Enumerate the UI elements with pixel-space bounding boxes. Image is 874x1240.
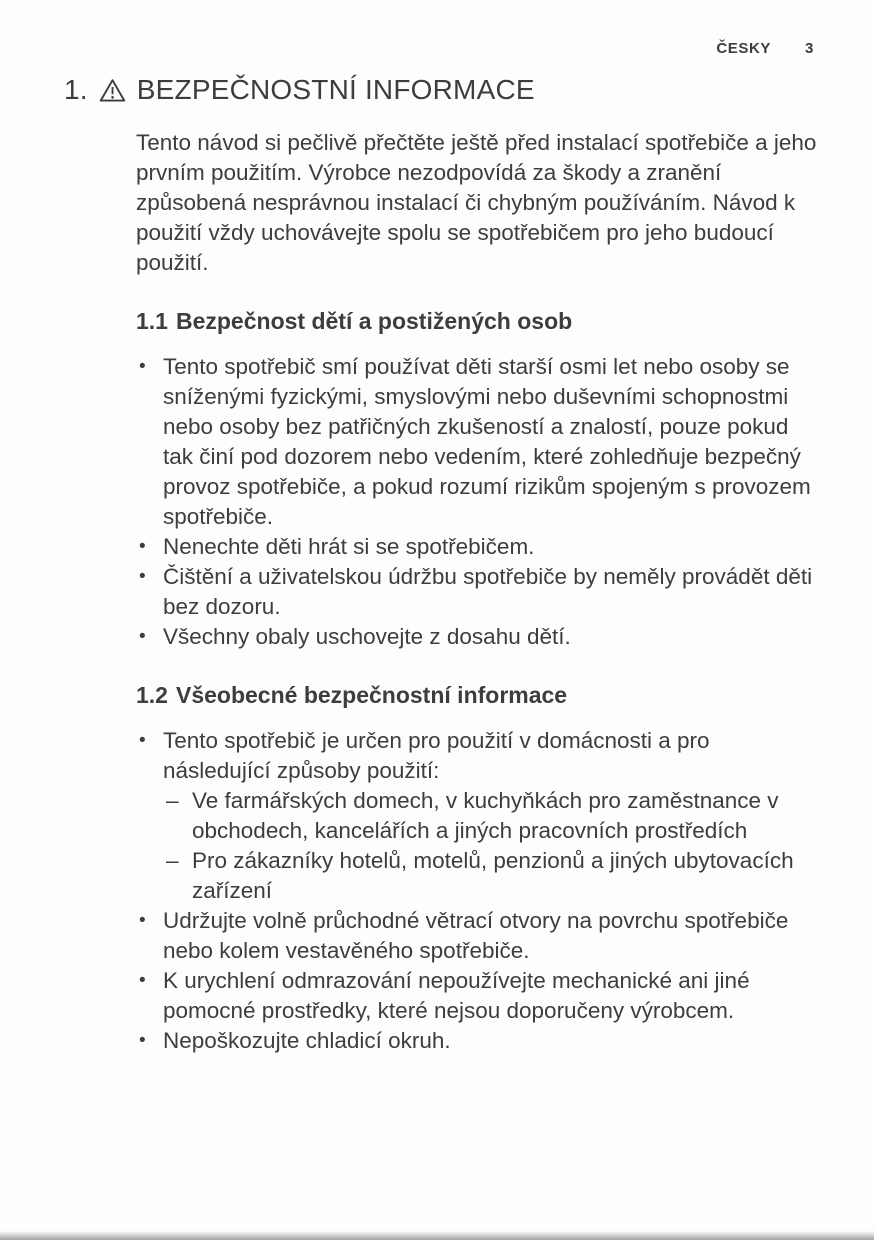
language-label: ČESKY — [716, 40, 772, 57]
list-item-text: Nenechte děti hrát si se spotřebičem. — [163, 534, 535, 559]
list-item — [136, 622, 822, 652]
section-1-title: BEZPEČNOSTNÍ INFORMACE — [136, 74, 535, 105]
list-item — [136, 352, 822, 532]
bullet-icon: • — [139, 970, 146, 991]
section-1-2-list — [136, 726, 822, 1056]
bullet-icon: • — [139, 536, 146, 557]
section-1-1-heading — [136, 306, 822, 336]
list-item — [136, 532, 822, 562]
page-number: 3 — [805, 40, 814, 57]
sub-list-item-text: Pro zákazníky hotelů, motelů, penzionů a jiných ubytovacích zařízení — [192, 848, 794, 903]
list-item-text: Udržujte volně průchodné větrací otvory na povrchu spotřebiče nebo kolem vestavěného spotřebiče. — [163, 908, 789, 963]
list-item — [136, 726, 822, 906]
bullet-icon: • — [139, 566, 146, 587]
list-item-text: Tento spotřebič smí používat děti starší osmi let nebo osoby se sníženými fyzickými, smyslovými nebo duševními schopnostmi nebo osoby bez patřičných zkušeností a znalostí, pouze pokud tak činí pod dozorem nebo vedením, které zohledňuje bezpečný provoz spotřebiče, a pokud rozumí rizikům spojeným s provozem spotřebiče. — [163, 354, 811, 529]
section-1-1-list — [136, 352, 822, 652]
section-1-number: 1. — [64, 74, 88, 105]
section-1-2-title: Všeobecné bezpečnostní informace — [175, 682, 568, 708]
bullet-icon: • — [139, 626, 146, 647]
list-item — [136, 1026, 822, 1056]
list-item-text: K urychlení odmrazování nepoužívejte mechanické ani jiné pomocné prostředky, které nejsou doporučeny výrobcem. — [163, 968, 750, 1023]
usage-sub-list — [166, 786, 822, 906]
intro-paragraph: Tento návod si pečlivě přečtěte ještě před instalací spotřebiče a jeho prvním použitím. Výrobce nezodpovídá za škody a zranění způsobená nesprávnou instalací či chybným používáním. Návod k použití vždy uchovávejte spolu se spotřebičem pro jeho budoucí použití. — [136, 130, 817, 275]
list-item — [136, 906, 822, 966]
section-1-1-number: 1.1 — [136, 308, 168, 334]
list-item-text: Všechny obaly uschovejte z dosahu dětí. — [163, 624, 571, 649]
dash-icon: – — [166, 788, 179, 813]
list-item — [136, 562, 822, 622]
sub-list-item — [166, 846, 822, 906]
dash-icon: – — [166, 848, 179, 873]
list-item — [136, 966, 822, 1026]
list-item-text: Tento spotřebič je určen pro použití v domácnosti a pro následující způsoby použití: — [163, 728, 710, 783]
bullet-icon: • — [139, 730, 146, 751]
section-1-heading — [64, 74, 816, 106]
bullet-icon: • — [139, 356, 146, 377]
sub-list-item-text: Ve farmářských domech, v kuchyňkách pro zaměstnance v obchodech, kancelářích a jiných pracovních prostředích — [192, 788, 779, 843]
section-1-body — [136, 128, 822, 1056]
page-bottom-edge — [0, 1231, 874, 1240]
sub-list-item — [166, 786, 822, 846]
page-header — [716, 40, 814, 57]
bullet-icon: • — [139, 1030, 146, 1051]
section-1-1-title: Bezpečnost dětí a postižených osob — [175, 308, 573, 334]
list-item-body — [163, 726, 822, 906]
section-1-2-heading — [136, 680, 822, 710]
list-item-text: Čištění a uživatelskou údržbu spotřebiče by neměly provádět děti bez dozoru. — [163, 564, 813, 619]
section-1-2-number: 1.2 — [136, 682, 168, 708]
warning-triangle-icon — [99, 78, 126, 103]
list-item-text: Nepoškozujte chladicí okruh. — [163, 1028, 451, 1053]
bullet-icon: • — [139, 910, 146, 931]
